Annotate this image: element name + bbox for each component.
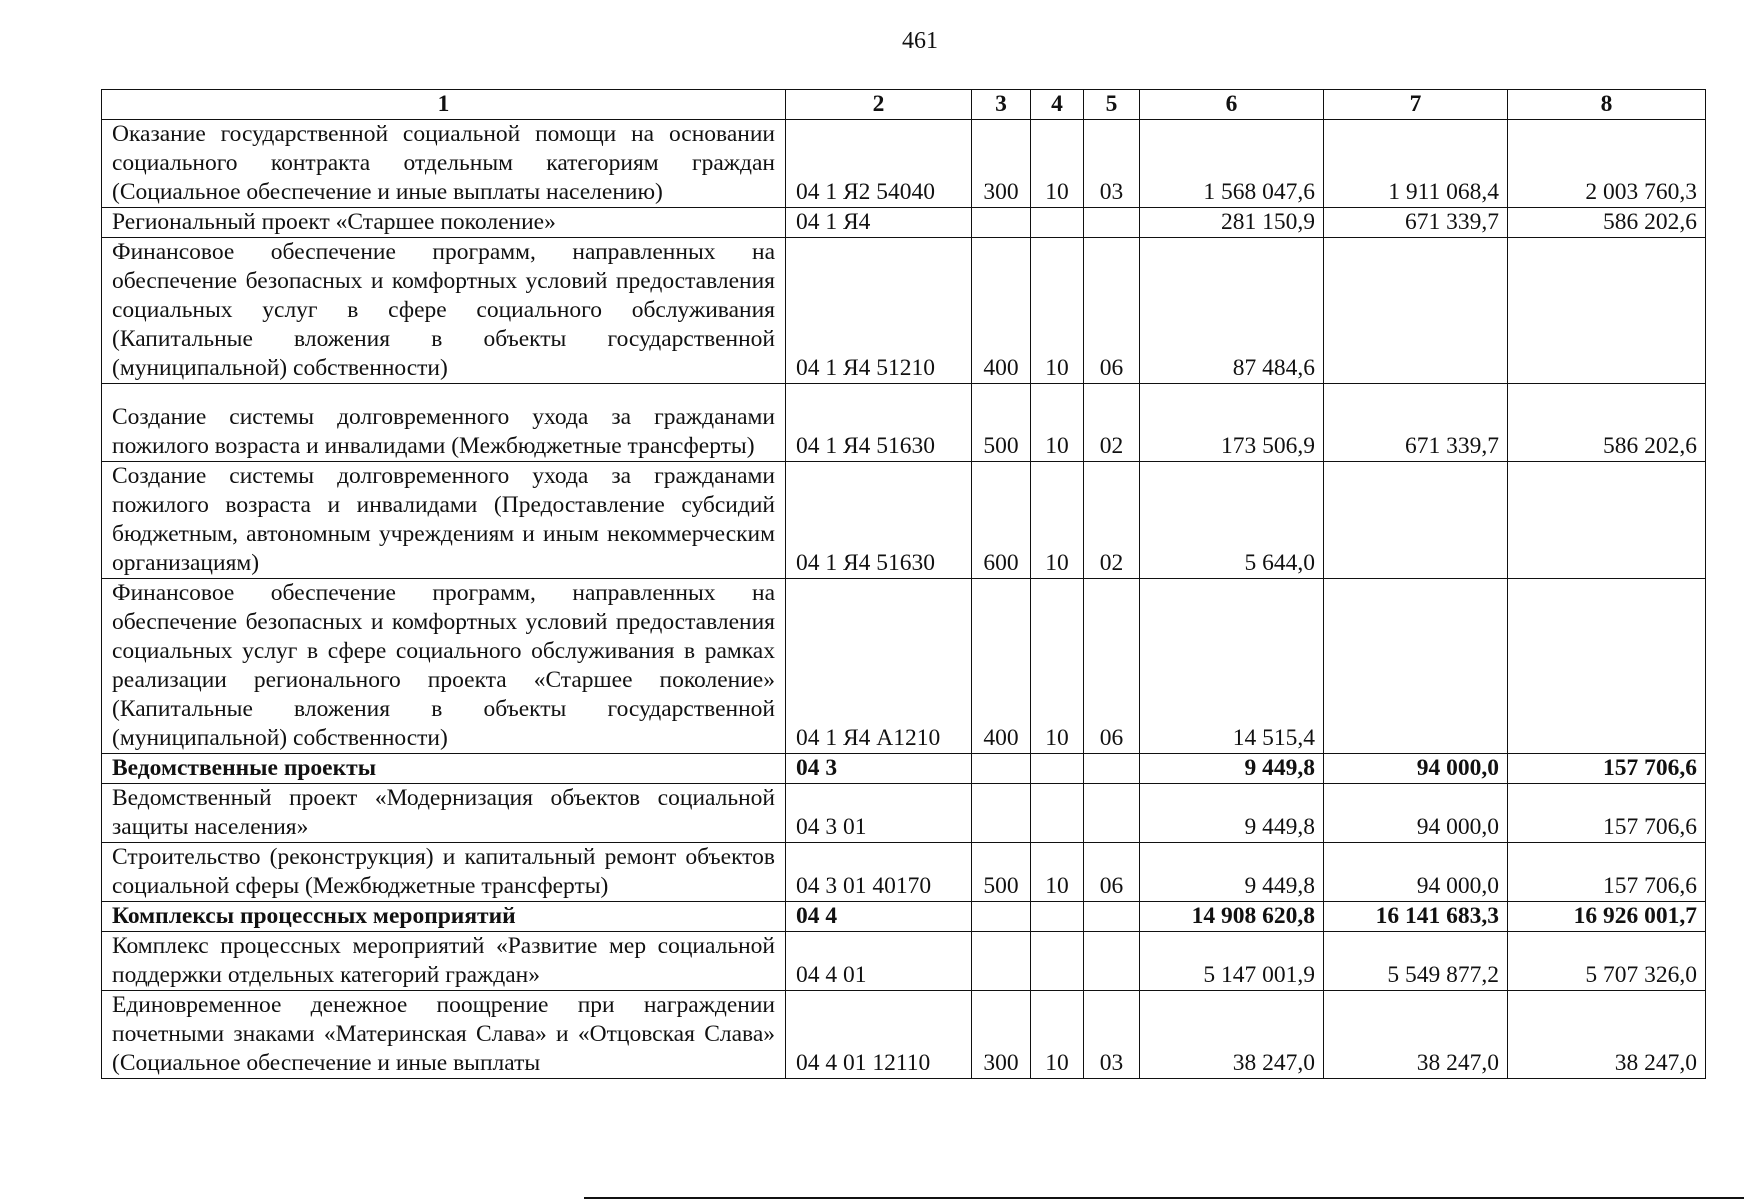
- row-name: Создание системы долговременного ухода за гражданами пожилого возраста и инвалидами (Межбюджетные трансферты): [102, 384, 786, 462]
- row-vr: 500: [972, 384, 1031, 462]
- row-vr: 300: [972, 120, 1031, 208]
- row-amount-col8: 157 706,6: [1508, 784, 1706, 843]
- row-code: 04 1 Я4: [786, 208, 972, 238]
- row-pr: [1084, 784, 1140, 843]
- row-pr: [1084, 208, 1140, 238]
- row-amount-col6: 5 644,0: [1140, 462, 1324, 579]
- row-amount-col7: [1324, 579, 1508, 754]
- header-col-3: 3: [972, 90, 1031, 120]
- table-row: [102, 120, 1706, 208]
- row-name: Строительство (реконструкция) и капитальный ремонт объектов социальной сферы (Межбюджетные трансферты): [102, 843, 786, 902]
- footer-divider: [584, 1197, 1744, 1199]
- row-rz: 10: [1031, 579, 1084, 754]
- row-pr: 03: [1084, 120, 1140, 208]
- table-row: [102, 384, 1706, 462]
- header-col-8: 8: [1508, 90, 1706, 120]
- table-row: [102, 754, 1706, 784]
- row-vr: 500: [972, 843, 1031, 902]
- row-amount-col7: 671 339,7: [1324, 384, 1508, 462]
- row-amount-col7: 671 339,7: [1324, 208, 1508, 238]
- table-row: [102, 932, 1706, 991]
- row-code: 04 4 01: [786, 932, 972, 991]
- row-rz: 10: [1031, 843, 1084, 902]
- table-body: [102, 120, 1706, 1079]
- row-name: Финансовое обеспечение программ, направленных на обеспечение безопасных и комфортных условий предоставления социальных услуг в сфере социального обслуживания в рамках реализации регионального проекта «Старшее поколение» (Капитальные вложения в объекты государственной (муниципальной) собственности): [102, 579, 786, 754]
- row-rz: 10: [1031, 462, 1084, 579]
- row-name: Единовременное денежное поощрение при награждении почетными знаками «Материнская Слава» и «Отцовская Слава» (Социальное обеспечение и иные выплаты: [102, 991, 786, 1079]
- row-vr: 600: [972, 462, 1031, 579]
- row-pr: 06: [1084, 843, 1140, 902]
- row-code: 04 1 Я2 54040: [786, 120, 972, 208]
- row-vr: [972, 208, 1031, 238]
- row-name: Финансовое обеспечение программ, направленных на обеспечение безопасных и комфортных условий предоставления социальных услуг в сфере социального обслуживания (Капитальные вложения в объекты государственной (муниципальной) собственности): [102, 238, 786, 384]
- row-name: Комплекс процессных мероприятий «Развитие мер социальной поддержки отдельных категорий граждан»: [102, 932, 786, 991]
- row-pr: [1084, 754, 1140, 784]
- table-row: [102, 462, 1706, 579]
- row-amount-col8: 5 707 326,0: [1508, 932, 1706, 991]
- page-number: 461: [902, 28, 938, 54]
- row-code: 04 4: [786, 902, 972, 932]
- header-col-1: 1: [102, 90, 786, 120]
- header-col-6: 6: [1140, 90, 1324, 120]
- row-amount-col7: [1324, 238, 1508, 384]
- row-pr: [1084, 932, 1140, 991]
- row-amount-col8: 16 926 001,7: [1508, 902, 1706, 932]
- row-pr: 06: [1084, 579, 1140, 754]
- row-amount-col8: [1508, 462, 1706, 579]
- row-vr: 300: [972, 991, 1031, 1079]
- row-amount-col8: [1508, 238, 1706, 384]
- row-name: Создание системы долговременного ухода за гражданами пожилого возраста и инвалидами (Предоставление субсидий бюджетным, автономным учреждениям и иным некоммерческим организациям): [102, 462, 786, 579]
- row-pr: 03: [1084, 991, 1140, 1079]
- row-amount-col8: [1508, 579, 1706, 754]
- row-amount-col6: 38 247,0: [1140, 991, 1324, 1079]
- row-amount-col7: 94 000,0: [1324, 843, 1508, 902]
- row-name: Ведомственные проекты: [102, 754, 786, 784]
- row-amount-col7: 94 000,0: [1324, 784, 1508, 843]
- table-row: [102, 579, 1706, 754]
- budget-table: [101, 89, 1706, 1079]
- row-amount-col8: 38 247,0: [1508, 991, 1706, 1079]
- header-col-5: 5: [1084, 90, 1140, 120]
- table-row: [102, 991, 1706, 1079]
- row-vr: [972, 754, 1031, 784]
- table-row: [102, 208, 1706, 238]
- row-name: Региональный проект «Старшее поколение»: [102, 208, 786, 238]
- row-rz: 10: [1031, 384, 1084, 462]
- row-pr: 06: [1084, 238, 1140, 384]
- row-code: 04 3: [786, 754, 972, 784]
- row-amount-col7: 38 247,0: [1324, 991, 1508, 1079]
- row-rz: [1031, 932, 1084, 991]
- row-code: 04 4 01 12110: [786, 991, 972, 1079]
- table-row: [102, 902, 1706, 932]
- row-vr: 400: [972, 238, 1031, 384]
- row-vr: [972, 784, 1031, 843]
- row-amount-col7: 94 000,0: [1324, 754, 1508, 784]
- row-pr: 02: [1084, 462, 1140, 579]
- row-amount-col7: 16 141 683,3: [1324, 902, 1508, 932]
- row-code: 04 1 Я4 А1210: [786, 579, 972, 754]
- table-row: [102, 238, 1706, 384]
- table-row: [102, 784, 1706, 843]
- header-col-7: 7: [1324, 90, 1508, 120]
- row-vr: [972, 902, 1031, 932]
- row-amount-col8: 157 706,6: [1508, 754, 1706, 784]
- row-amount-col8: 586 202,6: [1508, 208, 1706, 238]
- row-rz: [1031, 784, 1084, 843]
- row-amount-col6: 9 449,8: [1140, 843, 1324, 902]
- row-rz: 10: [1031, 991, 1084, 1079]
- row-name: Оказание государственной социальной помощи на основании социального контракта отдельным категориям граждан (Социальное обеспечение и иные выплаты населению): [102, 120, 786, 208]
- row-amount-col7: 1 911 068,4: [1324, 120, 1508, 208]
- header-row: [102, 90, 1706, 120]
- row-amount-col8: 2 003 760,3: [1508, 120, 1706, 208]
- row-code: 04 1 Я4 51630: [786, 384, 972, 462]
- row-name: Ведомственный проект «Модернизация объектов социальной защиты населения»: [102, 784, 786, 843]
- row-name: Комплексы процессных мероприятий: [102, 902, 786, 932]
- row-rz: 10: [1031, 120, 1084, 208]
- row-amount-col6: 9 449,8: [1140, 754, 1324, 784]
- row-rz: [1031, 902, 1084, 932]
- row-rz: [1031, 754, 1084, 784]
- row-amount-col6: 173 506,9: [1140, 384, 1324, 462]
- row-amount-col8: 586 202,6: [1508, 384, 1706, 462]
- row-amount-col6: 5 147 001,9: [1140, 932, 1324, 991]
- row-vr: [972, 932, 1031, 991]
- row-amount-col6: 1 568 047,6: [1140, 120, 1324, 208]
- row-amount-col6: 14 515,4: [1140, 579, 1324, 754]
- table-row: [102, 843, 1706, 902]
- row-amount-col6: 281 150,9: [1140, 208, 1324, 238]
- row-amount-col8: 157 706,6: [1508, 843, 1706, 902]
- row-vr: 400: [972, 579, 1031, 754]
- row-pr: [1084, 902, 1140, 932]
- header-col-4: 4: [1031, 90, 1084, 120]
- row-rz: 10: [1031, 238, 1084, 384]
- row-pr: 02: [1084, 384, 1140, 462]
- row-code: 04 1 Я4 51630: [786, 462, 972, 579]
- row-code: 04 3 01: [786, 784, 972, 843]
- row-code: 04 3 01 40170: [786, 843, 972, 902]
- row-amount-col6: 87 484,6: [1140, 238, 1324, 384]
- row-amount-col6: 9 449,8: [1140, 784, 1324, 843]
- row-amount-col7: 5 549 877,2: [1324, 932, 1508, 991]
- row-amount-col7: [1324, 462, 1508, 579]
- header-col-2: 2: [786, 90, 972, 120]
- row-rz: [1031, 208, 1084, 238]
- row-code: 04 1 Я4 51210: [786, 238, 972, 384]
- row-amount-col6: 14 908 620,8: [1140, 902, 1324, 932]
